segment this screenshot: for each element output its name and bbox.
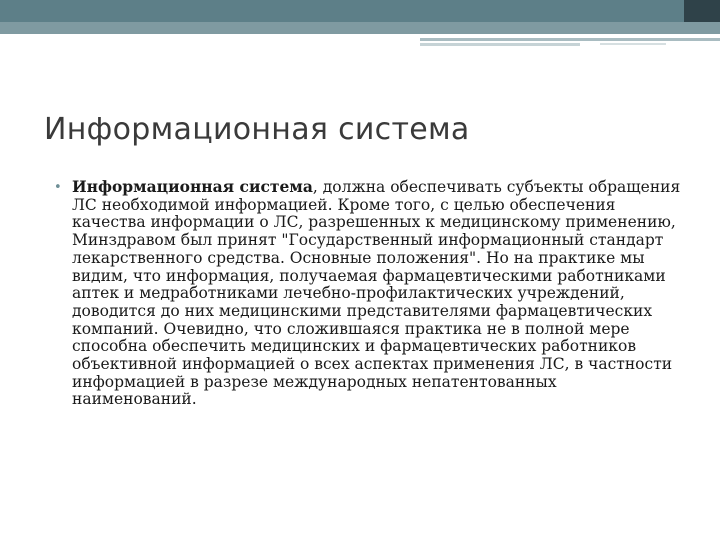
slide-body xyxy=(54,178,682,409)
bullet-paragraph xyxy=(72,178,682,409)
bullet-item xyxy=(54,178,682,409)
decorative-line xyxy=(420,38,720,41)
accent-bar xyxy=(0,22,720,34)
bold-lead-term: Информационная система xyxy=(72,177,313,196)
decorative-line xyxy=(420,43,580,46)
top-decorative-band xyxy=(0,0,720,22)
top-decorative-band-dark xyxy=(684,0,720,22)
slide-title: Информационная система xyxy=(44,112,470,147)
decorative-line xyxy=(600,43,666,45)
bullet-icon: • xyxy=(54,180,62,195)
paragraph-text: , должна обеспечивать субъекты обращения ЛС необходимой информацией. Кроме того, с целью обеспечения качества информации о ЛС, разрешенных к медицинскому применению, Минздравом был принят "Государственный информационный стандарт лекарственного средства. Основные положения". Но на практике мы видим, что информация, получаемая фармацевтическими работниками аптек и медработниками лечебно-профилактических учреждений, доводится до них медицинскими представителями фармацевтических компаний. Очевидно, что сложившаяся практика не в полной мере способна обеспечить медицинских и фармацевтических работников объективной информацией о всех аспектах применения ЛС, в частности информацией в разрезе международных непатентованных наименований. xyxy=(72,178,681,409)
